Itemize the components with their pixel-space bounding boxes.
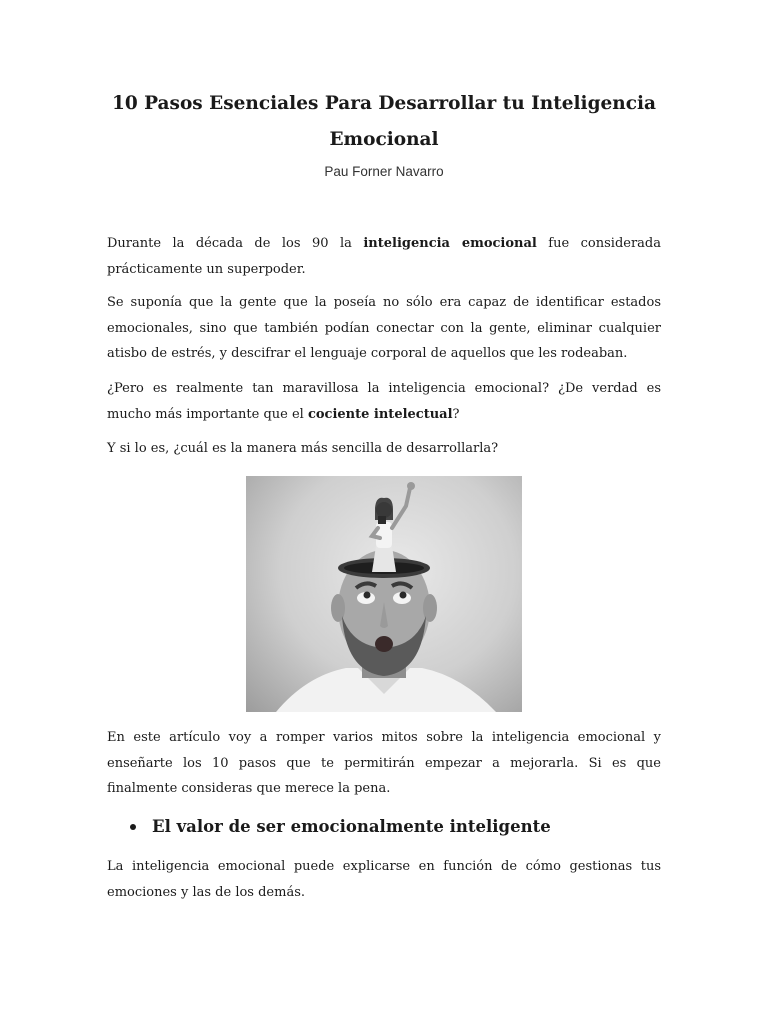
bold-term: inteligencia emocional [363, 236, 537, 251]
woman-raised-arm [392, 488, 410, 528]
woman-skirt [372, 546, 396, 572]
paragraph-text: Durante la década de los 90 la [107, 236, 364, 251]
left-pupil [364, 592, 371, 599]
right-ear-shape [423, 594, 437, 622]
paragraph-definition: La inteligencia emocional puede explicarse en función de cómo gestionas tus emociones y las de los demás. [107, 859, 661, 900]
paragraph-text: fue considerada prácticamente un superpoder. [107, 236, 661, 277]
paragraph-text: ¿Pero es realmente tan maravillosa la inteligencia emocional? ¿De verdad es mucho más importante que el [107, 381, 661, 422]
paragraph-how: Y si lo es, ¿cuál es la manera más sencilla de desarrollarla? [107, 441, 499, 456]
right-pupil [400, 592, 407, 599]
mouth-shape [375, 636, 393, 652]
megaphone-icon [378, 516, 386, 524]
woman-fist [407, 482, 415, 490]
document-author: Pau Forner Navarro [324, 164, 444, 179]
paragraph-intro [107, 231, 661, 282]
woman-torso [376, 522, 392, 548]
bullet-icon [130, 824, 136, 830]
section-heading: El valor de ser emocionalmente inteligente [152, 817, 551, 836]
bold-term: cociente intelectual [307, 406, 453, 422]
paragraph-text: ? [452, 406, 460, 422]
left-ear-shape [331, 594, 345, 622]
man-head-woman-illustration [246, 476, 522, 712]
paragraph-article-intro: En este artículo voy a romper varios mitos sobre la inteligencia emocional y enseñarte los 10 pasos que te permitirán empezar a mejorarla. Si es que finalmente consideras que merece la pena. [107, 730, 661, 796]
document-title: 10 Pasos Esenciales Para Desarrollar tu Inteligencia Emocional [111, 93, 657, 150]
paragraph-question [107, 376, 661, 427]
paragraph-abilities: Se suponía que la gente que la poseía no sólo era capaz de identificar estados emocionales, sino que también podían conectar con la gente, eliminar cualquier atisbo de estrés, y descifrar el lenguaje corporal de aquellos que les rodeaban. [107, 295, 661, 361]
illustration-photo [246, 476, 522, 712]
